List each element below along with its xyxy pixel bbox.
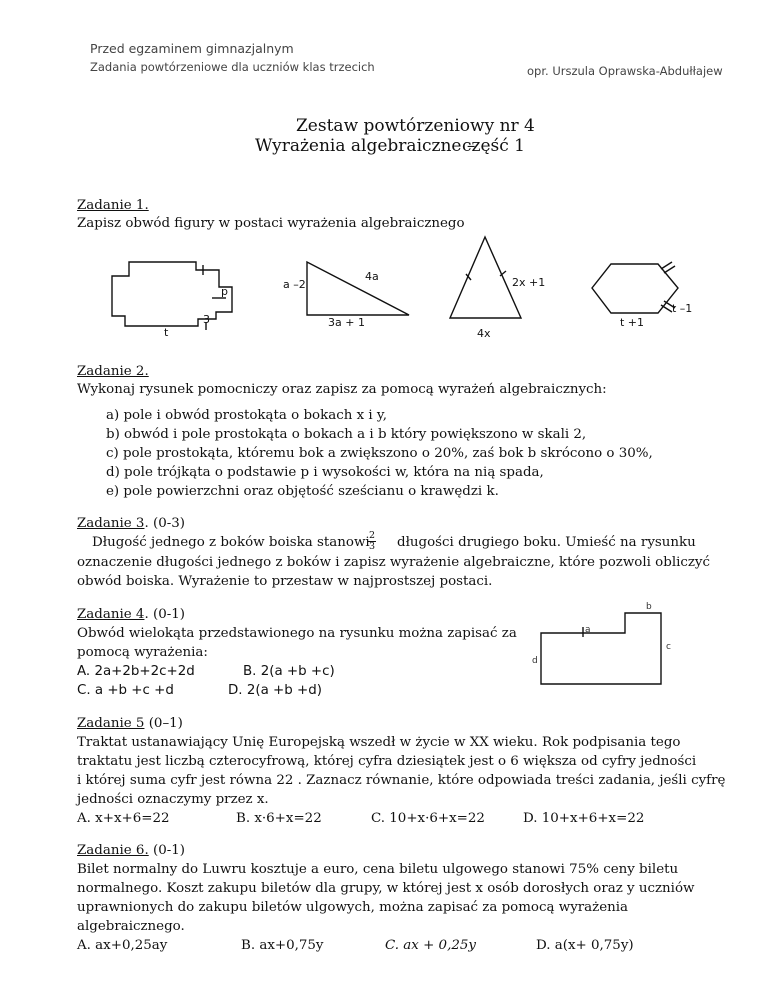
task5-option-b[interactable]: B. x·6+x=22: [236, 811, 322, 826]
fig1-label-t: t: [164, 326, 169, 339]
task4-fig-label-b: b: [646, 602, 652, 612]
task4-polygon: [541, 613, 661, 684]
task5-option-a[interactable]: A. x+x+6=22: [77, 811, 170, 826]
figure4-tick: [664, 266, 675, 273]
task4-line1: Obwód wielokąta przedstawionego na rysunku można zapisać za: [77, 626, 517, 641]
task6-option-c[interactable]: C. ax + 0,25y: [385, 938, 476, 953]
task4-heading-row: [77, 607, 185, 622]
task5-heading: Zadanie 5: [77, 716, 145, 731]
task4-option-b[interactable]: B. 2(a +b +c): [243, 664, 335, 679]
task6-heading: Zadanie 6.: [77, 843, 149, 858]
fig2-label-a-2: a –2: [283, 278, 306, 291]
task5-line4: jedności oznaczymy przez x.: [77, 792, 269, 807]
fig3-label-4x: 4x: [477, 327, 491, 340]
fraction-numerator: 2: [369, 530, 376, 541]
task5-line2: traktatu jest liczbą czterocyfrową, której cyfra dziesiątek jest o 6 większa od cyfry jedności: [77, 754, 697, 769]
task5-option-d[interactable]: D. 10+x+6+x=22: [523, 811, 645, 826]
fig1-label-3: 3: [203, 313, 210, 326]
task5-heading-row: [77, 716, 183, 731]
task2-item-a: a) pole i obwód prostokąta o bokach x i y,: [106, 408, 387, 423]
task3-points: . (0-3): [144, 516, 185, 531]
task6-line3: uprawnionych do zakupu biletów ulgowych, można zapisać za pomocą wyrażenia: [77, 900, 629, 915]
task5-option-c[interactable]: C. 10+x·6+x=22: [371, 811, 485, 826]
task2-heading: Zadanie 2.: [77, 364, 149, 379]
fraction-denominator: 3: [369, 541, 376, 552]
task6-points: (0-1): [148, 843, 185, 858]
fig3-label-2x1: 2x +1: [512, 276, 546, 289]
task4-fig-label-d: d: [532, 656, 538, 666]
header-line-1: Przed egzaminem gimnazjalnym: [90, 41, 294, 56]
page-title: Zestaw powtórzeniowy nr 4: [296, 116, 535, 136]
task4-fig-label-a: a: [585, 625, 591, 635]
fig4-label-t-1: t –1: [672, 302, 693, 315]
fig1-label-p: p: [221, 285, 228, 298]
task4-option-c[interactable]: C. a +b +c +d: [77, 683, 174, 698]
figure2-triangle: [307, 262, 409, 315]
task2-item-c: c) pole prostokąta, któremu bok a zwiększono o 20%, zaś bok b skrócono o 30%,: [106, 446, 653, 461]
task6-option-d[interactable]: D. a(x+ 0,75y): [536, 938, 634, 953]
task3-line3: obwód boiska. Wyrażenie to przestaw w najprostszej postaci.: [77, 574, 493, 589]
task5-line1: Traktat ustanawiający Unię Europejską wszedł w życie w XX wieku. Rok podpisania tego: [77, 735, 681, 750]
task4-option-a[interactable]: A. 2a+2b+2c+2d: [77, 664, 195, 679]
task6-option-a[interactable]: A. ax+0,25ay: [77, 938, 168, 953]
task6-line1: Bilet normalny do Luwru kosztuje a euro, cena biletu ulgowego stanowi 75% ceny biletu: [77, 862, 679, 877]
task1-heading: Zadanie 1.: [77, 198, 149, 213]
task3-heading: Zadanie 3: [77, 516, 145, 531]
task3-heading-row: [77, 516, 185, 531]
task3-line2: oznaczenie długości jednego z boków i zapisz wyrażenie algebraiczne, które pozwoli obliczyć: [77, 555, 711, 570]
task4-heading: Zadanie 4: [77, 607, 145, 622]
fig4-label-t+1: t +1: [620, 316, 645, 329]
figure3-triangle: [450, 237, 521, 318]
task5-points: (0–1): [144, 716, 183, 731]
header-line-2: Zadania powtórzeniowe dla uczniów klas trzecich: [90, 60, 375, 74]
task3-fraction: [368, 531, 376, 552]
task2-item-d: d) pole trójkąta o podstawie p i wysokości w, która na nią spada,: [106, 465, 544, 480]
task4-fig-label-c: c: [666, 642, 671, 652]
task2-item-e: e) pole powierzchni oraz objętość sześcianu o krawędzi k.: [106, 484, 499, 499]
task1-text: Zapisz obwód figury w postaci wyrażenia algebraicznego: [77, 216, 465, 231]
task4-line2: pomocą wyrażenia:: [77, 645, 208, 660]
task4-points: . (0-1): [144, 607, 185, 622]
task2-item-b: b) obwód i pole prostokąta o bokach a i b który powiększono w skali 2,: [106, 427, 587, 442]
figure4-hexagon: [592, 264, 678, 313]
task2-text: Wykonaj rysunek pomocniczy oraz zapisz za pomocą wyrażeń algebraicznych:: [77, 382, 607, 397]
task5-line3: i której suma cyfr jest równa 22 . Zaznacz równanie, które odpowiada treści zadania, jeśli cyfrę: [77, 773, 726, 788]
figure4-tick: [661, 262, 672, 269]
page-subtitle-a: Wyrażenia algebraiczne –: [255, 136, 476, 156]
task6-heading-row: [77, 843, 185, 858]
page-subtitle-b: część 1: [462, 136, 526, 156]
fig2-label-4a: 4a: [365, 270, 379, 283]
fig2-label-3a1: 3a + 1: [328, 316, 365, 329]
figure4-tick: [661, 305, 672, 312]
task3-line1b: długości drugiego boku. Umieść na rysunku: [397, 535, 696, 550]
figure1-polygon: [112, 262, 232, 326]
task4-option-d[interactable]: D. 2(a +b +d): [228, 683, 322, 698]
task3-line1a: Długość jednego z boków boiska stanowi: [92, 535, 370, 550]
task6-line2: normalnego. Koszt zakupu biletów dla grupy, w której jest x osób dorosłych oraz y uczniów: [77, 881, 695, 896]
header-author: opr. Urszula Oprawska-Abdułłajew: [527, 64, 723, 78]
task6-option-b[interactable]: B. ax+0,75y: [241, 938, 324, 953]
task6-line4: algebraicznego.: [77, 919, 185, 934]
